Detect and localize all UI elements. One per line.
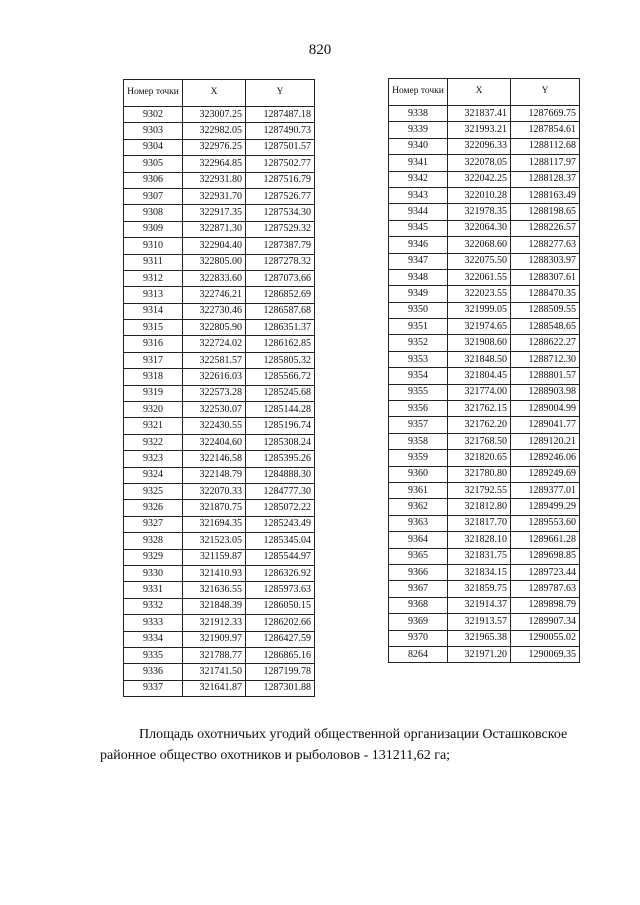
y-coordinate-cell: 1289377.01 [511,482,580,498]
y-coordinate-cell: 1289499.29 [511,499,580,515]
table-row [389,368,580,384]
point-number-cell: 9314 [124,303,183,319]
y-coordinate-cell: 1289907.34 [511,614,580,630]
y-coordinate-cell: 1287529.32 [246,221,315,237]
point-number-cell: 9308 [124,205,183,221]
y-coordinate-cell: 1285544.97 [246,549,315,565]
y-coordinate-cell: 1288117.97 [511,155,580,171]
point-number-cell: 9320 [124,402,183,418]
table-row [124,533,315,549]
table-row [389,482,580,498]
y-coordinate-cell: 1288801.57 [511,368,580,384]
point-number-cell: 9368 [389,597,448,613]
x-coordinate-cell: 322404.60 [183,434,246,450]
point-number-cell: 9319 [124,385,183,401]
y-coordinate-cell: 1288303.97 [511,253,580,269]
point-number-cell: 9325 [124,483,183,499]
point-number-cell: 9313 [124,287,183,303]
point-number-cell: 9335 [124,647,183,663]
y-coordinate-cell: 1285144.28 [246,402,315,418]
table-row [124,516,315,532]
y-coordinate-cell: 1286202.66 [246,615,315,631]
point-number-cell: 8264 [389,646,448,662]
point-number-cell: 9302 [124,107,183,123]
y-coordinate-cell: 1288903.98 [511,384,580,400]
y-coordinate-cell: 1287387.79 [246,238,315,254]
point-number-cell: 9329 [124,549,183,565]
x-coordinate-cell: 322010.28 [448,187,511,203]
x-coordinate-cell: 322146.58 [183,451,246,467]
table-row [389,269,580,285]
y-coordinate-cell: 1287526.77 [246,188,315,204]
table-row [124,205,315,221]
x-coordinate-cell: 321993.21 [448,122,511,138]
point-number-cell: 9360 [389,466,448,482]
table-row [124,483,315,499]
point-number-cell: 9370 [389,630,448,646]
table-row [124,582,315,598]
y-coordinate-cell: 1288712.30 [511,351,580,367]
point-number-cell: 9332 [124,598,183,614]
y-coordinate-cell: 1286865.16 [246,647,315,663]
table-row [124,238,315,254]
header-x: X [183,80,246,107]
point-number-cell: 9341 [389,155,448,171]
x-coordinate-cell: 322096.33 [448,138,511,154]
table-row [124,172,315,188]
table-row [124,123,315,139]
x-coordinate-cell: 322931.70 [183,188,246,204]
y-coordinate-cell: 1287278.32 [246,254,315,270]
point-number-cell: 9322 [124,434,183,450]
x-coordinate-cell: 322982.05 [183,123,246,139]
x-coordinate-cell: 322976.25 [183,139,246,155]
x-coordinate-cell: 321817.70 [448,515,511,531]
table-row [124,303,315,319]
point-number-cell: 9318 [124,369,183,385]
x-coordinate-cell: 321831.75 [448,548,511,564]
x-coordinate-cell: 322061.55 [448,269,511,285]
x-coordinate-cell: 321523.05 [183,533,246,549]
x-coordinate-cell: 322871.30 [183,221,246,237]
x-coordinate-cell: 322530.07 [183,402,246,418]
x-coordinate-cell: 322805.90 [183,320,246,336]
y-coordinate-cell: 1285243.49 [246,516,315,532]
table-row [124,385,315,401]
point-number-cell: 9369 [389,614,448,630]
x-coordinate-cell: 321774.00 [448,384,511,400]
y-coordinate-cell: 1290069.35 [511,646,580,662]
y-coordinate-cell: 1287199.78 [246,664,315,680]
y-coordinate-cell: 1285196.74 [246,418,315,434]
table-row [124,336,315,352]
header-y: Y [511,79,580,106]
point-number-cell: 9357 [389,417,448,433]
table-row [389,433,580,449]
table-row [124,434,315,450]
x-coordinate-cell: 321971.20 [448,646,511,662]
point-number-cell: 9331 [124,582,183,598]
table-row [389,499,580,515]
y-coordinate-cell: 1289041.77 [511,417,580,433]
table-row [124,221,315,237]
y-coordinate-cell: 1286427.59 [246,631,315,647]
point-number-cell: 9339 [389,122,448,138]
table-row [389,515,580,531]
y-coordinate-cell: 1288277.63 [511,237,580,253]
point-number-cell: 9316 [124,336,183,352]
point-number-cell: 9317 [124,352,183,368]
table-row [389,187,580,203]
table-row [389,155,580,171]
y-coordinate-cell: 1288470.35 [511,286,580,302]
y-coordinate-cell: 1285072.22 [246,500,315,516]
y-coordinate-cell: 1285973.63 [246,582,315,598]
area-statement-line-1: Площадь охотничьих угодий общественной организации Осташковское [139,727,568,742]
x-coordinate-cell: 321788.77 [183,647,246,663]
table-row [389,417,580,433]
y-coordinate-cell: 1289661.28 [511,532,580,548]
x-coordinate-cell: 322148.79 [183,467,246,483]
y-coordinate-cell: 1289723.44 [511,564,580,580]
y-coordinate-cell: 1285805.32 [246,352,315,368]
y-coordinate-cell: 1287534.30 [246,205,315,221]
table-row [124,369,315,385]
x-coordinate-cell: 322581.57 [183,352,246,368]
table-row [124,352,315,368]
point-number-cell: 9353 [389,351,448,367]
table-row [389,319,580,335]
coordinates-table-right [388,78,580,663]
x-coordinate-cell: 322573.28 [183,385,246,401]
table-row [124,647,315,663]
x-coordinate-cell: 322904.40 [183,238,246,254]
table-row [124,254,315,270]
point-number-cell: 9303 [124,123,183,139]
table-row [124,402,315,418]
x-coordinate-cell: 321694.35 [183,516,246,532]
table-row [124,451,315,467]
x-coordinate-cell: 322070.33 [183,483,246,499]
header-x: X [448,79,511,106]
table-row [124,565,315,581]
point-number-cell: 9358 [389,433,448,449]
x-coordinate-cell: 321820.65 [448,450,511,466]
header-point-number: Номер точки [389,79,448,106]
table-header-row [389,79,580,106]
point-number-cell: 9324 [124,467,183,483]
point-number-cell: 9328 [124,533,183,549]
table-row [389,532,580,548]
y-coordinate-cell: 1289249.69 [511,466,580,482]
point-number-cell: 9306 [124,172,183,188]
point-number-cell: 9304 [124,139,183,155]
table-row [124,680,315,696]
table-row [124,467,315,483]
x-coordinate-cell: 322805.00 [183,254,246,270]
x-coordinate-cell: 322042.25 [448,171,511,187]
x-coordinate-cell: 322833.60 [183,270,246,286]
point-number-cell: 9361 [389,482,448,498]
point-number-cell: 9340 [389,138,448,154]
point-number-cell: 9321 [124,418,183,434]
y-coordinate-cell: 1287854.61 [511,122,580,138]
y-coordinate-cell: 1288198.65 [511,204,580,220]
table-row [389,384,580,400]
y-coordinate-cell: 1288226.57 [511,220,580,236]
table-row [124,615,315,631]
table-row [124,156,315,172]
table-row [124,107,315,123]
y-coordinate-cell: 1287669.75 [511,106,580,122]
table-row [389,646,580,662]
point-number-cell: 9359 [389,450,448,466]
y-coordinate-cell: 1286162.85 [246,336,315,352]
point-number-cell: 9323 [124,451,183,467]
table-row [124,320,315,336]
page-number: 820 [308,42,332,58]
table-row [389,630,580,646]
table-row [389,450,580,466]
x-coordinate-cell: 322917.35 [183,205,246,221]
x-coordinate-cell: 321834.15 [448,564,511,580]
table-row [389,122,580,138]
point-number-cell: 9333 [124,615,183,631]
table-row [124,598,315,614]
y-coordinate-cell: 1289787.63 [511,581,580,597]
point-number-cell: 9326 [124,500,183,516]
table-row [389,204,580,220]
point-number-cell: 9342 [389,171,448,187]
point-number-cell: 9348 [389,269,448,285]
x-coordinate-cell: 322064.30 [448,220,511,236]
x-coordinate-cell: 321768.50 [448,433,511,449]
x-coordinate-cell: 321741.50 [183,664,246,680]
y-coordinate-cell: 1289698.85 [511,548,580,564]
point-number-cell: 9312 [124,270,183,286]
point-number-cell: 9352 [389,335,448,351]
x-coordinate-cell: 321848.50 [448,351,511,367]
x-coordinate-cell: 322023.55 [448,286,511,302]
x-coordinate-cell: 321848.39 [183,598,246,614]
x-coordinate-cell: 321804.45 [448,368,511,384]
point-number-cell: 9364 [389,532,448,548]
table-row [389,335,580,351]
point-number-cell: 9334 [124,631,183,647]
x-coordinate-cell: 321837.41 [448,106,511,122]
table-row [124,188,315,204]
point-number-cell: 9351 [389,319,448,335]
x-coordinate-cell: 322078.05 [448,155,511,171]
point-number-cell: 9327 [124,516,183,532]
point-number-cell: 9350 [389,302,448,318]
table-row [124,418,315,434]
x-coordinate-cell: 321965.38 [448,630,511,646]
y-coordinate-cell: 1290055.02 [511,630,580,646]
y-coordinate-cell: 1286852.69 [246,287,315,303]
area-statement [100,724,600,766]
table-row [389,106,580,122]
y-coordinate-cell: 1287487.18 [246,107,315,123]
table-row [124,139,315,155]
y-coordinate-cell: 1286050.15 [246,598,315,614]
x-coordinate-cell: 322724.02 [183,336,246,352]
table-row [124,664,315,680]
y-coordinate-cell: 1285395.26 [246,451,315,467]
x-coordinate-cell: 321792.55 [448,482,511,498]
table-row [389,302,580,318]
table-row [389,581,580,597]
y-coordinate-cell: 1288307.61 [511,269,580,285]
x-coordinate-cell: 321978.35 [448,204,511,220]
table-row [389,614,580,630]
point-number-cell: 9344 [389,204,448,220]
x-coordinate-cell: 321909.97 [183,631,246,647]
x-coordinate-cell: 323007.25 [183,107,246,123]
point-number-cell: 9337 [124,680,183,696]
point-number-cell: 9365 [389,548,448,564]
point-number-cell: 9330 [124,565,183,581]
table-row [389,548,580,564]
x-coordinate-cell: 321974.65 [448,319,511,335]
table-body-left [124,107,315,697]
x-coordinate-cell: 321410.93 [183,565,246,581]
x-coordinate-cell: 321870.75 [183,500,246,516]
y-coordinate-cell: 1288622.27 [511,335,580,351]
table-row [124,549,315,565]
area-statement-line-2: районное общество охотников и рыболовов - 131211,62 га; [100,748,451,763]
point-number-cell: 9356 [389,401,448,417]
x-coordinate-cell: 322746.21 [183,287,246,303]
y-coordinate-cell: 1289246.06 [511,450,580,466]
point-number-cell: 9310 [124,238,183,254]
point-number-cell: 9363 [389,515,448,531]
header-point-number: Номер точки [124,80,183,107]
point-number-cell: 9315 [124,320,183,336]
y-coordinate-cell: 1288128.37 [511,171,580,187]
y-coordinate-cell: 1287490.73 [246,123,315,139]
y-coordinate-cell: 1287301.88 [246,680,315,696]
table-row [389,564,580,580]
y-coordinate-cell: 1288112.68 [511,138,580,154]
point-number-cell: 9345 [389,220,448,236]
point-number-cell: 9346 [389,237,448,253]
y-coordinate-cell: 1289004.99 [511,401,580,417]
y-coordinate-cell: 1285345.04 [246,533,315,549]
y-coordinate-cell: 1287516.79 [246,172,315,188]
point-number-cell: 9367 [389,581,448,597]
y-coordinate-cell: 1284777.30 [246,483,315,499]
x-coordinate-cell: 322964.85 [183,156,246,172]
table-row [389,597,580,613]
table-row [124,287,315,303]
table-row [124,270,315,286]
x-coordinate-cell: 321828.10 [448,532,511,548]
table-row [389,351,580,367]
x-coordinate-cell: 321908.60 [448,335,511,351]
table-header-row [124,80,315,107]
x-coordinate-cell: 321812.80 [448,499,511,515]
y-coordinate-cell: 1284888.30 [246,467,315,483]
point-number-cell: 9305 [124,156,183,172]
x-coordinate-cell: 322430.55 [183,418,246,434]
x-coordinate-cell: 321859.75 [448,581,511,597]
y-coordinate-cell: 1285566.72 [246,369,315,385]
table-row [389,401,580,417]
point-number-cell: 9347 [389,253,448,269]
x-coordinate-cell: 321913.57 [448,614,511,630]
y-coordinate-cell: 1287502.77 [246,156,315,172]
y-coordinate-cell: 1286326.92 [246,565,315,581]
point-number-cell: 9366 [389,564,448,580]
table-row [389,286,580,302]
y-coordinate-cell: 1286587.68 [246,303,315,319]
header-y: Y [246,80,315,107]
x-coordinate-cell: 321641.87 [183,680,246,696]
table-row [124,631,315,647]
table-row [389,138,580,154]
x-coordinate-cell: 322730.46 [183,303,246,319]
y-coordinate-cell: 1285245.68 [246,385,315,401]
y-coordinate-cell: 1289120.21 [511,433,580,449]
point-number-cell: 9362 [389,499,448,515]
y-coordinate-cell: 1289898.79 [511,597,580,613]
y-coordinate-cell: 1288548.65 [511,319,580,335]
x-coordinate-cell: 321780.80 [448,466,511,482]
table-row [389,220,580,236]
point-number-cell: 9355 [389,384,448,400]
point-number-cell: 9349 [389,286,448,302]
point-number-cell: 9307 [124,188,183,204]
x-coordinate-cell: 322616.03 [183,369,246,385]
y-coordinate-cell: 1286351.37 [246,320,315,336]
point-number-cell: 9311 [124,254,183,270]
y-coordinate-cell: 1285308.24 [246,434,315,450]
x-coordinate-cell: 321912.33 [183,615,246,631]
table-row [389,237,580,253]
x-coordinate-cell: 322931.80 [183,172,246,188]
x-coordinate-cell: 321159.87 [183,549,246,565]
x-coordinate-cell: 321636.55 [183,582,246,598]
y-coordinate-cell: 1287501.57 [246,139,315,155]
x-coordinate-cell: 322075.50 [448,253,511,269]
table-row [389,171,580,187]
point-number-cell: 9309 [124,221,183,237]
point-number-cell: 9338 [389,106,448,122]
x-coordinate-cell: 321914.37 [448,597,511,613]
y-coordinate-cell: 1288163.49 [511,187,580,203]
table-row [389,253,580,269]
point-number-cell: 9343 [389,187,448,203]
x-coordinate-cell: 321999.05 [448,302,511,318]
point-number-cell: 9354 [389,368,448,384]
x-coordinate-cell: 322068.60 [448,237,511,253]
table-row [389,466,580,482]
coordinates-table-left [123,79,315,697]
table-row [124,500,315,516]
x-coordinate-cell: 321762.15 [448,401,511,417]
y-coordinate-cell: 1289553.60 [511,515,580,531]
table-body-right [389,106,580,663]
point-number-cell: 9336 [124,664,183,680]
y-coordinate-cell: 1287073.66 [246,270,315,286]
x-coordinate-cell: 321762.20 [448,417,511,433]
y-coordinate-cell: 1288509.55 [511,302,580,318]
